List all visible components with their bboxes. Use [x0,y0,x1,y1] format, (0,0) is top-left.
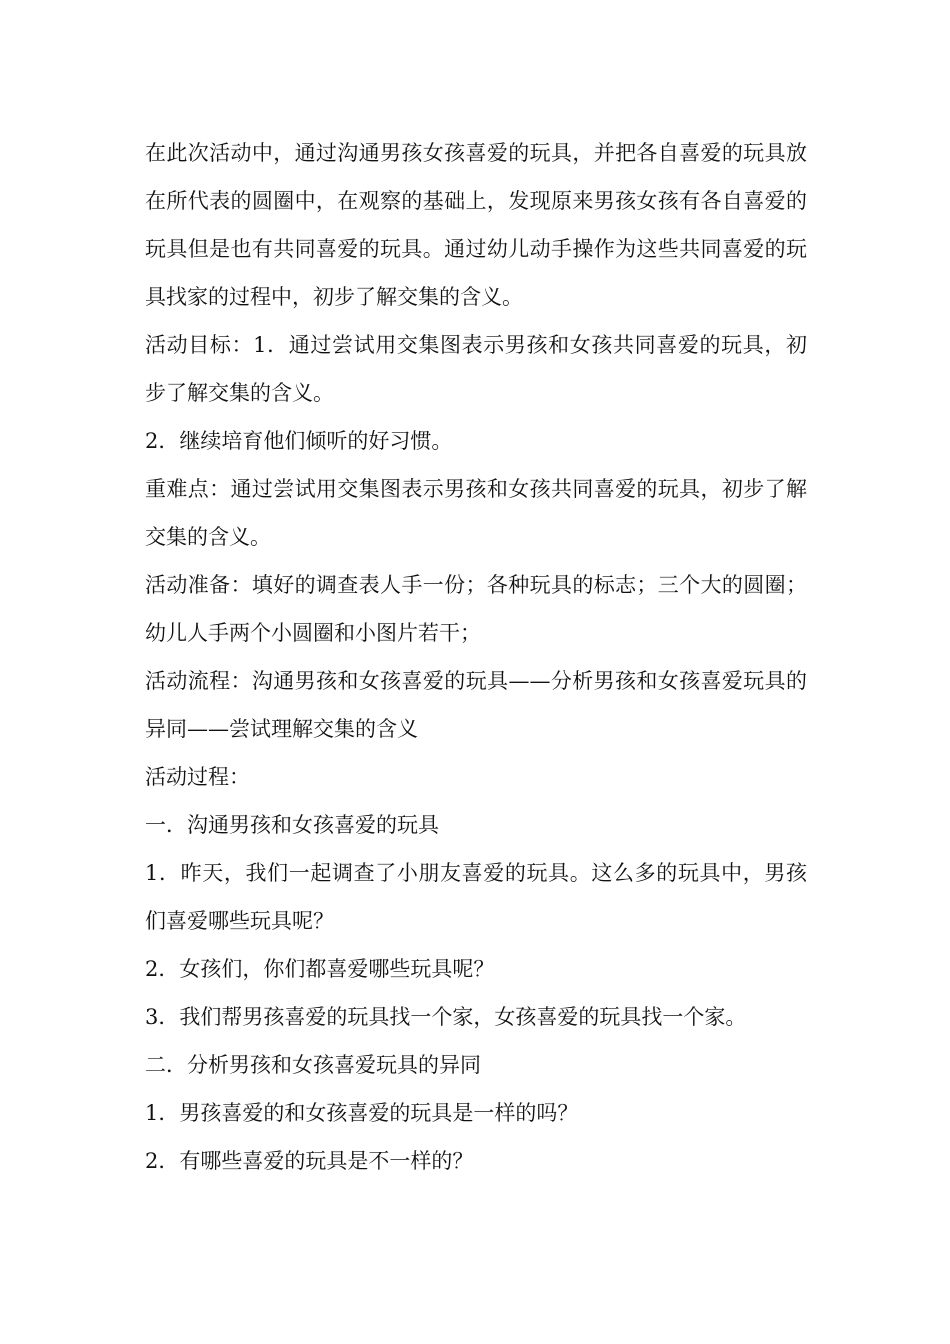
list-item: 1．男孩喜爱的和女孩喜爱的玩具是一样的吗？ [145,1101,579,1125]
list-item: 3．我们帮男孩喜爱的玩具找一个家，女孩喜爱的玩具找一个家。 [145,1005,747,1029]
paragraph-goal-2: 2．继续培育他们倾听的好习惯。 [145,429,453,453]
document-body [145,129,807,1185]
paragraph-key-points: 重难点：通过尝试用交集图表示男孩和女孩共同喜爱的玩具，初步了解交集的含义。 [145,477,807,549]
list-item: 2．有哪些喜爱的玩具是不一样的？ [145,1149,474,1173]
paragraph-process-heading: 活动过程： [145,765,250,789]
paragraph-preparation: 活动准备：填好的调查表人手一份；各种玩具的标志；三个大的圆圈；幼儿人手两个小圆圈和小图片若干； [145,573,807,645]
section-heading-2: 二．分析男孩和女孩喜爱玩具的异同 [145,1053,481,1077]
list-item: 1．昨天，我们一起调查了小朋友喜爱的玩具。这么多的玩具中，男孩们喜爱哪些玩具呢？ [145,861,807,933]
paragraph-goal-1: 活动目标：1．通过尝试用交集图表示男孩和女孩共同喜爱的玩具，初步了解交集的含义。 [145,333,807,405]
paragraph-flow: 活动流程：沟通男孩和女孩喜爱的玩具——分析男孩和女孩喜爱玩具的异同——尝试理解交集的含义 [145,669,807,741]
section-heading-1: 一．沟通男孩和女孩喜爱的玩具 [145,813,439,837]
list-item: 2．女孩们，你们都喜爱哪些玩具呢？ [145,957,495,981]
paragraph-intro: 在此次活动中，通过沟通男孩女孩喜爱的玩具，并把各自喜爱的玩具放在所代表的圆圈中，在观察的基础上，发现原来男孩女孩有各自喜爱的玩具但是也有共同喜爱的玩具。通过幼儿动手操作为这些共同喜爱的玩具找家的过程中，初步了解交集的含义。 [145,141,807,309]
